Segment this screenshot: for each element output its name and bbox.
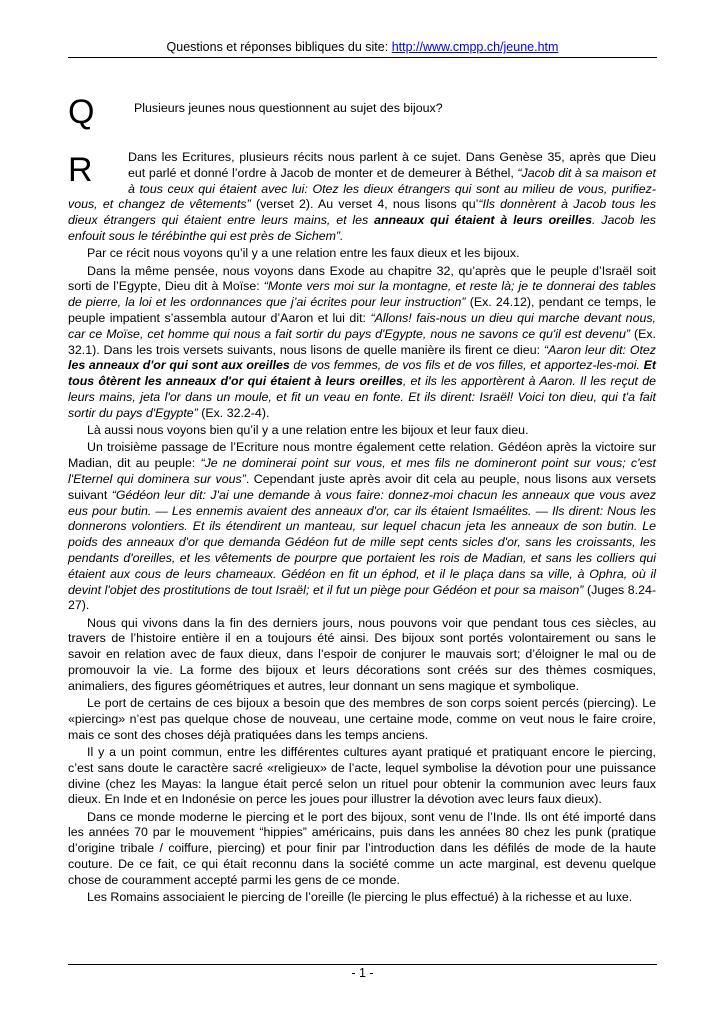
answer-body [68,150,656,907]
quoted-text: . Jacob les enfouit sous le térébinthe qui est près de Sichem”. [68,213,657,243]
body-text: (Ex. 32.2-4). [197,405,270,420]
header-divider [68,57,657,58]
emphasized-text: les anneaux d'or qui sont aux oreilles [68,358,290,373]
paragraph [68,616,656,695]
body-text: (Juges 8.24-27). [68,582,656,613]
paragraph [68,150,656,245]
emphasized-text: anneaux qui étaient à leurs oreilles [374,213,592,228]
paragraph [68,440,656,614]
site-link[interactable]: http://www.cmpp.ch/jeune.htm [391,40,559,54]
body-text: Par ce récit nous voyons qu’il y a une relation entre les faux dieux et les bijoux. [87,246,520,261]
body-text: Dans les Ecritures, plusieurs récits nous parlent à ce sujet. Dans Genèse 35, après que Dieu eut parlé et donné l’ordre à Jacob de monter et de demeurer à Béthel, [128,150,656,180]
question-text: Plusieurs jeunes nous questionnent au sujet des bijoux? [134,101,443,115]
paragraph [68,264,656,422]
body-text: . Cependant juste après avoir dit cela au peuple, nous lisons aux versets suivant [68,471,656,502]
body-text: Un troisième passage de l’Ecriture nous montre également cette relation. Gédéon après la victoire sur Madian, dit au peuple: [68,440,656,471]
body-text: Dans la même pensée, nous voyons dans Exode au chapitre 32, qu’après que le peuple d’Israël soit sorti de l’Egypte, Dieu dit à Moïse: [68,263,656,294]
body-text: Nous qui vivons dans la fin des derniers jours, nous pouvons voir que pendant tous ces siècles, au travers de l’histoire entière il en a toujours été ainsi. Des bijoux sont portés volontairement ou sans le savoir en relation avec de faux dieux, dans l’espoir de conjurer le mauvais sort; d’éloigner le mal ou de promouvoir la vie. La forme des bijoux et leurs décorations sont créés sur des thèmes cosmiques, animaliers, des figures géométriques et autres, leur donnant un sens magique et symbolique. [68,615,656,693]
paragraph [68,745,656,808]
body-text: (verset 2). Au verset 4, nous lisons qu’ [250,197,479,212]
page-header [68,40,657,54]
body-text: Dans ce monde moderne le piercing et le port des bijoux, sont venu de l’Inde. Ils ont été importé dans les années 70 par le mouvement “hippies” américains, puis dans les années 80 chez les punk (pratique d’origine tribale / coiffure, piercing) et pour finir par l’introduction dans les défilés de mode de la haute couture. De ce fait, ce qui était reconnu dans la société comme un acte marginal, est devenu quelque chose de couramment accepté parmi les gens de ce monde. [68,809,656,887]
quoted-text: “Monte vers moi sur la montagne, et reste là; je te donnerai des tables de pierre, la loi et les ordonnances que j’ai écrites pour leur instruction” [68,279,656,310]
body-text: Les Romains associaient le piercing de l’oreille (le piercing le plus effectué) à la richesse et au luxe. [87,890,633,905]
question-marker: Q [68,93,95,131]
emphasized-text: Et tous ôtèrent les anneaux d'or qui étaient à leurs oreilles [68,358,656,389]
quoted-text: “Je ne dominerai point sur vous, et mes fils ne domineront point sur vous; c'est l'Eternel qui dominera sur vous” [68,456,656,486]
quoted-text: de vos femmes, de vos fils et de vos filles, et apportez-les-moi. [289,358,644,373]
quoted-text: “Aaron leur dit: Otez [543,342,657,357]
dropcap-spacer [68,150,128,182]
quoted-text: “Gédéon leur dit: J'ai une demande à vous faire: donnez-moi chacun les anneaux que vous avez eus pour butin. — Les ennemis avaient des anneaux d'or, car ils étaient Ismaélites. — Ils dirent: Nous les donnerons volontiers. Et ils étendirent un manteau, sur lequel chacun jeta les anneaux de son butin. Le poids des anneaux d'or que demanda Gédéon fut de mille sept cents sicles d'or, sans les croissants, les pendants d'oreilles, et les vêtements de pourpre que portaient les rois de Madian, et sans les colliers qui étaient aux cous de leurs chameaux. Gédéon en fit un éphod, et il le plaça dans sa ville, à Ophra, où il devint l'objet des prostitutions de tout Israël; et il fut un piège pour Gédéon et pour sa maison” [68,487,656,597]
body-text: Il y a un point commun, entre les différentes cultures ayant pratiqué et pratiquant encore le piercing, c’est sans doute le caractère sacré «religieux» de l’acte, lequel symbolise la dévotion pour une puissance divine (chez les Mayas: la langue était percé selon un rituel pour obtenir la communion avec leurs faux dieux. En Inde et en Indonésie on perce les joues pour illustrer la dévotion avec leurs faux dieux). [68,744,656,807]
header-text: Questions et réponses bibliques du site: [166,40,392,54]
body-text: (Ex. 32.1). Dans les trois versets suivants, nous lisons de quelle manière ils firent ce dieu: [68,326,656,357]
quoted-text: “Ils donnèrent à Jacob tous les dieux étrangers qui étaient entre leurs mains, et les [68,197,657,228]
paragraph [68,696,656,743]
paragraph [68,423,656,439]
paragraph [68,890,656,906]
body-text: (Ex. 24.12), pendant ce temps, le peuple impatient s’assembla autour d’Aaron et lui dit: [68,295,656,325]
quoted-text: “Allons! fais-nous un dieu qui marche devant nous, car ce Moïse, cet homme qui nous a fait sortir du pays d'Egypte, nous ne savons ce qu'il est devenu” [68,310,656,341]
answer-marker: R [68,151,93,189]
page-number: - 1 - [351,966,374,980]
quoted-text: “Jacob dit à sa maison et à tous ceux qui étaient avec lui: Otez les dieux étrangers qui sont au milieu de vous, purifiez-vous, et changez de vêtements” [68,165,656,212]
body-text: Le port de certains de ces bijoux a besoin que des membres de son corps soient percés (piercing). Le «piercing» n’est pas quelque chose de nouveau, une certaine mode, comme on veut nous le faire croire, mais ce sont des choses déjà pratiquées dans les temps anciens. [68,696,656,742]
paragraph [68,246,656,262]
body-text: Là aussi nous voyons bien qu’il y a une relation entre les bijoux et leur faux dieu. [87,423,529,438]
footer-divider [68,964,657,965]
paragraph [68,810,656,889]
quoted-text: , et ils les apportèrent à Aaron. Il les reçut de leurs mains, jeta l'or dans un moule, et fit un veau en fonte. Et ils dirent: Israël! Voici ton dieu, qui t'a fait sortir du pays d'Egypte” [68,374,656,420]
